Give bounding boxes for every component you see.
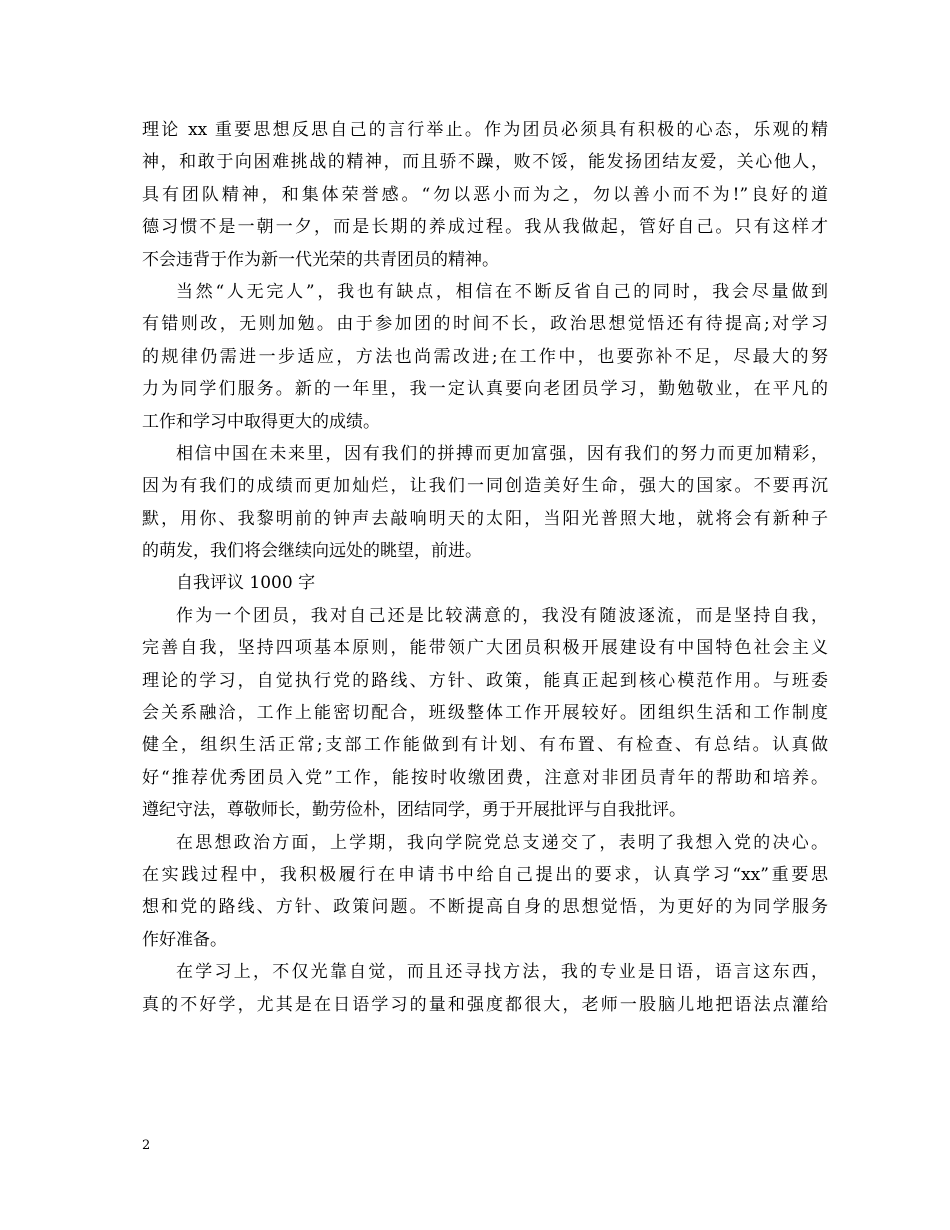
text-line: 因为有我们的成绩而更加灿烂，让我们一同创造美好生命，强大的国家。不要再沉 xyxy=(142,476,828,497)
text-line: 的规律仍需进一步适应，方法也尚需改进;在工作中，也要弥补不足，尽最大的努 xyxy=(142,346,828,367)
text-line: 在思想政治方面，上学期，我向学院党总支递交了，表明了我想入党的决心。 xyxy=(176,832,828,853)
text-line: 好“推荐优秀团员入党”工作，能按时收缴团费，注意对非团员青年的帮助和培养。 xyxy=(142,767,828,788)
text-line: 遵纪守法，尊敬师长，勤劳俭朴，团结同学，勇于开展批评与自我批评。 xyxy=(142,800,686,821)
document-body xyxy=(142,114,828,1021)
text-line: 理论 xx 重要思想反思自己的言行举止。作为团员必须具有积极的心态，乐观的精 xyxy=(142,120,828,140)
text-line: 在实践过程中，我积极履行在申请书中给自己提出的要求，认真学习“xx”重要思 xyxy=(142,864,828,885)
text-line: 神，和敢于向困难挑战的精神，而且骄不躁，败不馁，能发扬团结友爱，关心他人， xyxy=(142,152,828,173)
text-line: 理论的学习，自觉执行党的路线、方针、政策，能真正起到核心模范作用。与班委 xyxy=(142,670,828,691)
text-line: 作为一个团员，我对自己还是比较满意的，我没有随波逐流，而是坚持自我， xyxy=(176,605,828,626)
text-line: 默，用你、我黎明前的钟声去敲响明天的太阳，当阳光普照大地，就将会有新种子 xyxy=(142,508,828,529)
text-line: 完善自我，坚持四项基本原则，能带领广大团员积极开展建设有中国特色社会主义 xyxy=(142,638,828,659)
text-line: 具有团队精神，和集体荣誉感。“勿以恶小而为之，勿以善小而不为!”良好的道 xyxy=(142,184,828,205)
text-line: 作好准备。 xyxy=(142,929,227,950)
text-line: 有错则改，无则加勉。由于参加团的时间不长，政治思想觉悟还有待提高;对学习 xyxy=(142,314,828,335)
page-number: 2 xyxy=(142,1138,151,1153)
text-line: 德习惯不是一朝一夕，而是长期的养成过程。我从我做起，管好自己。只有这样才 xyxy=(142,217,828,238)
text-line: 力为同学们服务。新的一年里，我一定认真要向老团员学习，勤勉敬业，在平凡的 xyxy=(142,379,828,400)
text-line: 工作和学习中取得更大的成绩。 xyxy=(142,411,380,432)
text-line: 会关系融洽，工作上能密切配合，班级整体工作开展较好。团组织生活和工作制度 xyxy=(142,703,828,724)
section-heading: 自我评议 1000 字 xyxy=(176,573,316,594)
text-line: 健全，组织生活正常;支部工作能做到有计划、有布置、有检查、有总结。认真做 xyxy=(142,735,828,756)
text-line: 当然“人无完人”，我也有缺点，相信在不断反省自己的同时，我会尽量做到 xyxy=(176,281,828,302)
text-line: 的萌发，我们将会继续向远处的眺望，前进。 xyxy=(142,541,482,562)
text-line: 想和党的路线、方针、政策问题。不断提高自身的思想觉悟，为更好的为同学服务 xyxy=(142,897,828,918)
text-line: 真的不好学，尤其是在日语学习的量和强度都很大，老师一股脑儿地把语法点灌给 xyxy=(142,994,828,1015)
text-line: 相信中国在未来里，因有我们的拼搏而更加富强，因有我们的努力而更加精彩， xyxy=(176,443,828,464)
text-line: 在学习上，不仅光靠自觉，而且还寻找方法，我的专业是日语，语言这东西， xyxy=(176,962,828,983)
text-line: 不会违背于作为新一代光荣的共青团员的精神。 xyxy=(142,249,499,270)
